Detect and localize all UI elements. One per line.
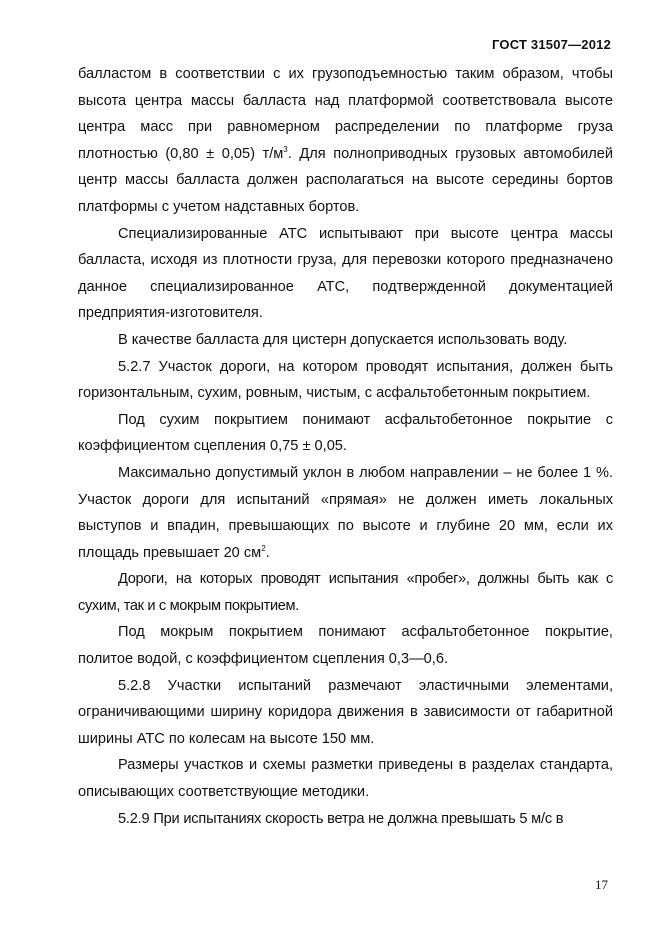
paragraph-dry-surface — [78, 407, 613, 460]
superscript-square: 2 — [261, 543, 266, 553]
paragraph-ballast-height — [78, 61, 613, 221]
paragraph-text: Дороги, на которых проводят испытания «пробег», должны быть как с сухим, так и с мокрым покрытием. — [78, 571, 613, 614]
paragraph-text: В качестве балласта для цистерн допускается использовать воду. — [118, 331, 568, 348]
paragraph-text: Специализированные АТС испытывают при высоте центра массы балласта, исходя из плотности груза, для перевозки которого предназначено данное специализированное АТС, подтвержденной документацией предприятия-изготовителя. — [78, 225, 613, 322]
paragraph-5-2-8 — [78, 673, 613, 753]
paragraph-text: Размеры участков и схемы разметки приведены в разделах стандарта, описывающих соответствующие методики. — [78, 757, 613, 801]
paragraph-text: 5.2.8 Участки испытаний размечают эластичными элементами, ограничивающими ширину коридора движения в зависимости от габаритной ширины АТС по колесам на высоте 150 мм. — [78, 677, 613, 747]
paragraph-wet-surface — [78, 619, 613, 672]
paragraph-text: Под мокрым покрытием понимают асфальтобетонное покрытие, политое водой, с коэффициентом сцепления 0,3—0,6. — [78, 624, 613, 668]
page-number: 17 — [595, 877, 608, 892]
standard-header: ГОСТ 31507—2012 — [492, 37, 611, 52]
paragraph-5-2-7 — [78, 354, 613, 407]
paragraph-5-2-9 — [78, 806, 613, 833]
paragraph-run-roads — [78, 566, 613, 619]
paragraph-text-continued: . Для полноприводных грузовых автомобилей центр массы балласта должен располагаться на высоте середины бортов платформы с учетом надставных бортов. — [78, 145, 614, 215]
paragraph-text: Максимально допустимый уклон в любом направлении – не более 1 %. Участок дороги для испытаний «прямая» не должен иметь локальных выступов и впадин, превышающих по высоте и глубине 20 мм, если их площадь превышает 20 см — [78, 464, 613, 561]
paragraph-text: 5.2.9 При испытаниях скорость ветра не должна превышать 5 м/с в — [118, 810, 564, 827]
paragraph-tank-ballast — [78, 327, 613, 354]
paragraph-text: балластом в соответствии с их грузоподъемностью таким образом, чтобы высота центра массы балласта над платформой соответствовала высоте центра масс при равномерном распределении по платформе груза плотностью (0,80 ± 0,05) т/м — [78, 66, 613, 162]
paragraph-text-continued: . — [265, 544, 270, 561]
paragraph-section-sizes — [78, 752, 613, 805]
superscript-cube: 3 — [283, 144, 288, 154]
paragraph-text: Под сухим покрытием понимают асфальтобетонное покрытие с коэффициентом сцепления 0,75 ± 0,05. — [78, 411, 613, 455]
paragraph-specialized-vehicles — [78, 221, 613, 327]
document-body — [78, 61, 613, 832]
paragraph-text: 5.2.7 Участок дороги, на котором проводят испытания, должен быть горизонтальным, сухим, ровным, чистым, с асфальтобетонным покрытием. — [78, 358, 613, 402]
paragraph-max-slope — [78, 460, 613, 566]
